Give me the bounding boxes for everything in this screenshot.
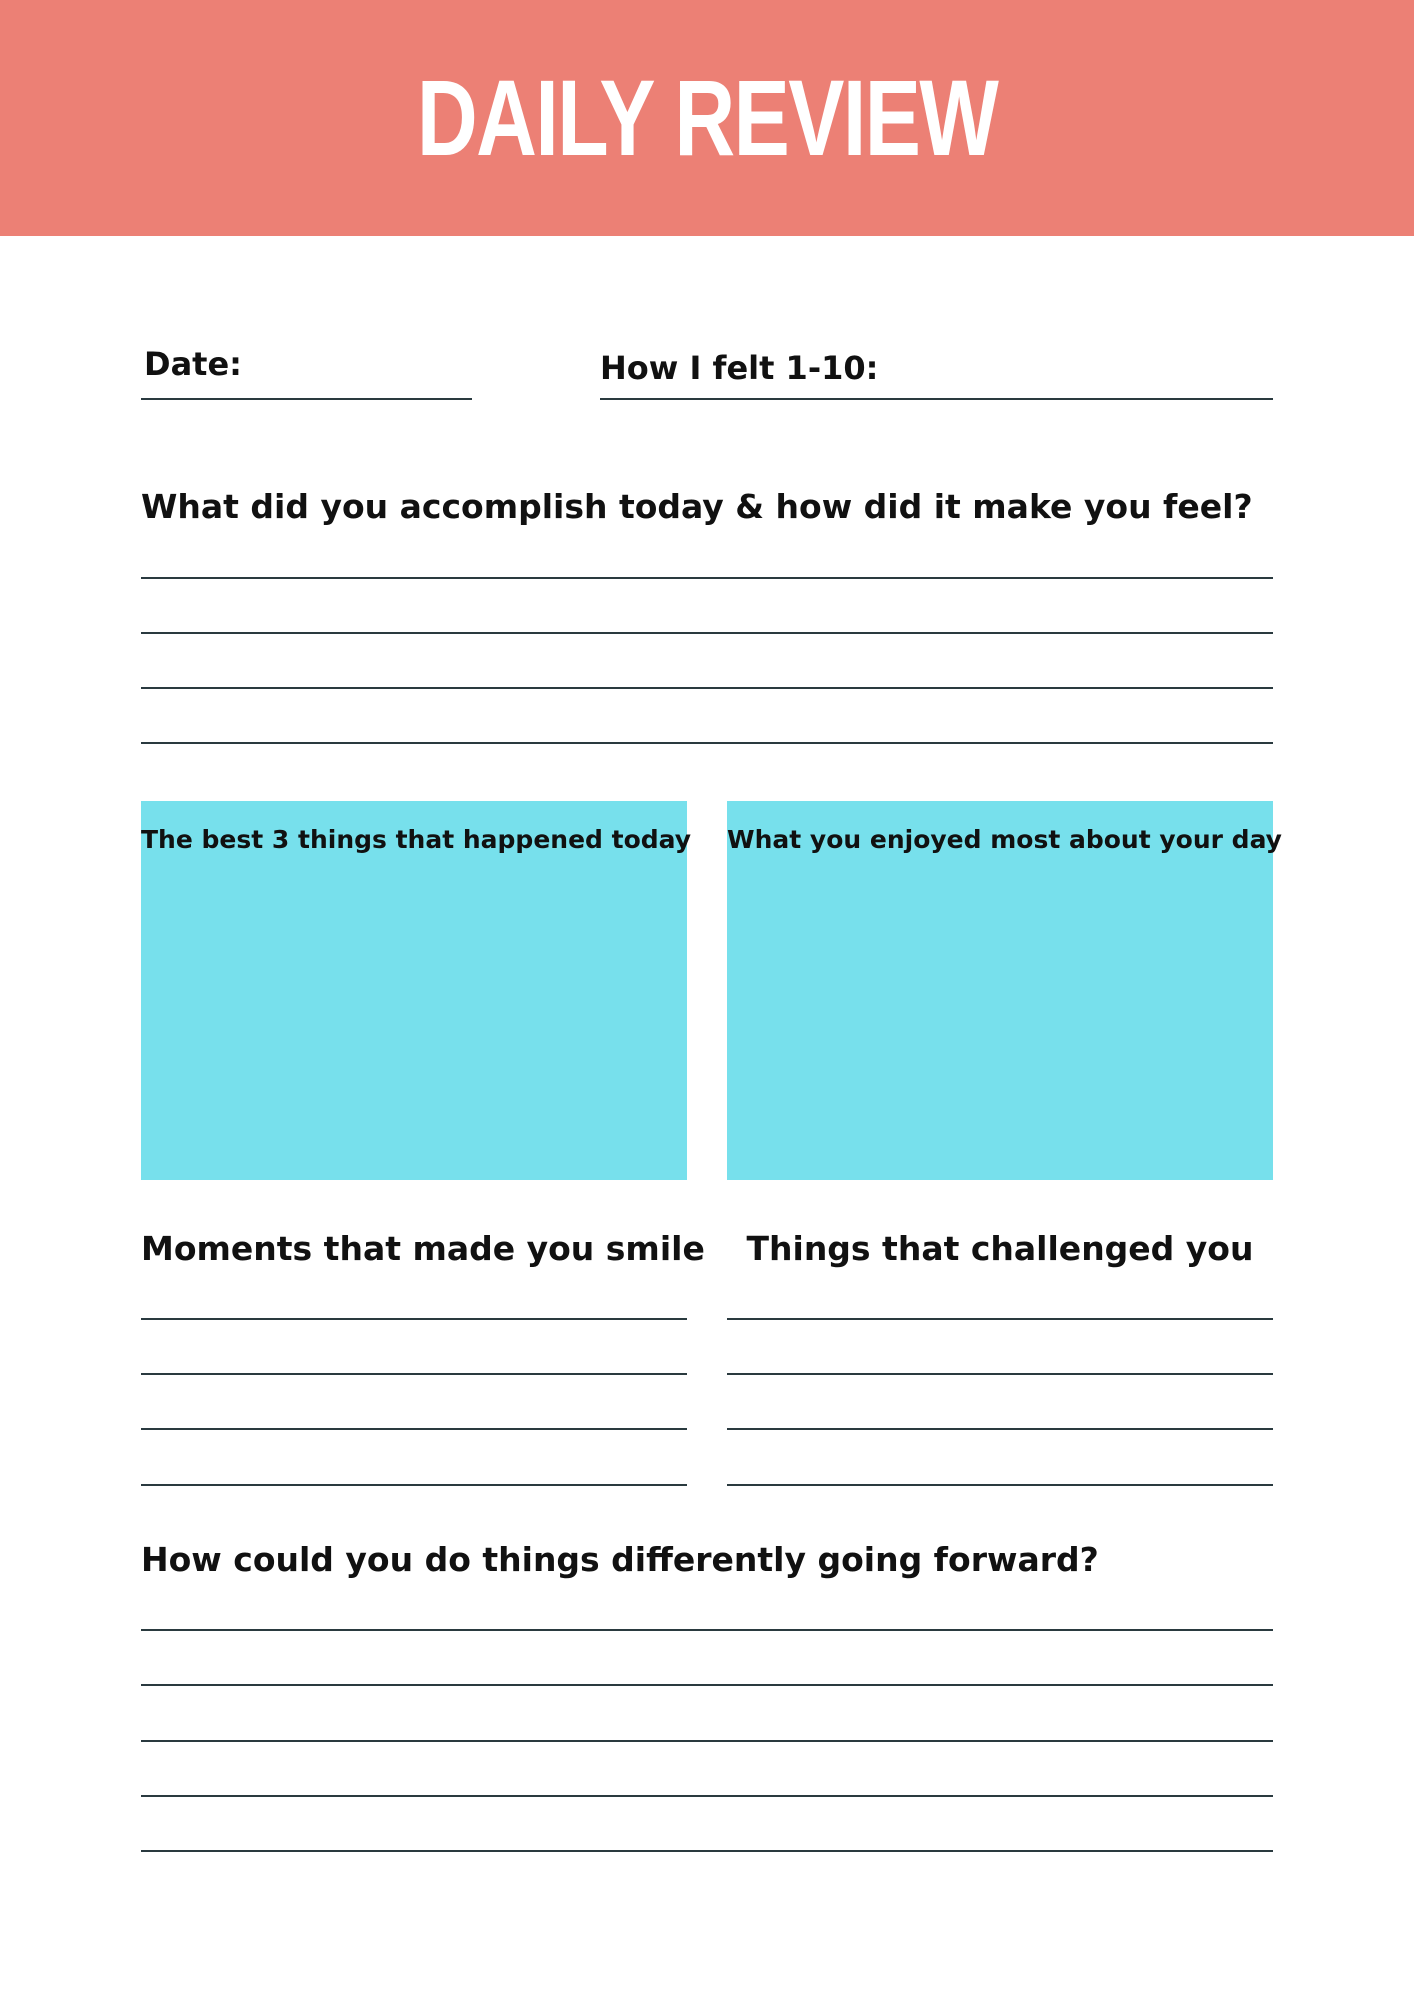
accomplish-question: What did you accomplish today & how did it make you feel? xyxy=(141,487,1253,526)
page-title: DAILY REVIEW xyxy=(416,57,998,178)
challenged-line-1[interactable] xyxy=(727,1318,1273,1320)
felt-label: How I felt 1-10: xyxy=(600,349,879,387)
accomplish-line-2[interactable] xyxy=(141,632,1273,634)
header-banner xyxy=(0,0,1414,236)
challenged-line-4[interactable] xyxy=(727,1484,1273,1486)
best-things-box[interactable] xyxy=(141,801,692,1180)
differently-line-2[interactable] xyxy=(141,1684,1273,1686)
differently-line-3[interactable] xyxy=(141,1740,1273,1742)
differently-line-4[interactable] xyxy=(141,1795,1273,1797)
smile-line-3[interactable] xyxy=(141,1428,687,1430)
challenged-line-3[interactable] xyxy=(727,1428,1273,1430)
differently-question: How could you do things differently going forward? xyxy=(141,1540,1099,1579)
date-label: Date: xyxy=(144,345,242,383)
smile-line-2[interactable] xyxy=(141,1373,687,1375)
accomplish-line-3[interactable] xyxy=(141,687,1273,689)
differently-line-5[interactable] xyxy=(141,1850,1273,1852)
smile-line-1[interactable] xyxy=(141,1318,687,1320)
date-line[interactable] xyxy=(141,398,472,400)
challenged-line-2[interactable] xyxy=(727,1373,1273,1375)
smile-title: Moments that made you smile xyxy=(141,1229,705,1268)
enjoyed-box[interactable] xyxy=(727,801,1282,1180)
enjoyed-title: What you enjoyed most about your day xyxy=(727,825,1282,854)
differently-line-1[interactable] xyxy=(141,1629,1273,1631)
best-things-title: The best 3 things that happened today xyxy=(141,825,692,854)
smile-line-4[interactable] xyxy=(141,1484,687,1486)
accomplish-line-1[interactable] xyxy=(141,577,1273,579)
felt-line[interactable] xyxy=(600,398,1273,400)
accomplish-line-4[interactable] xyxy=(141,742,1273,744)
challenged-title: Things that challenged you xyxy=(746,1229,1254,1268)
